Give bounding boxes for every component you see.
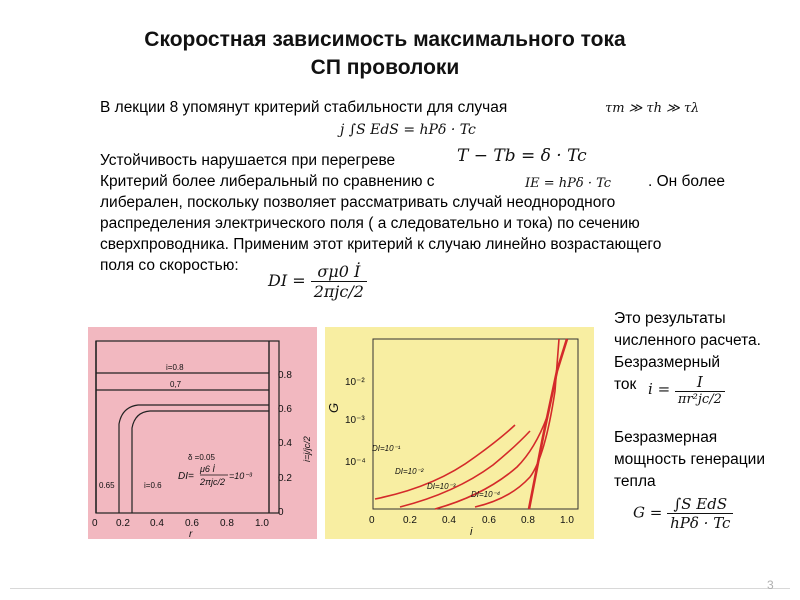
plot-left-annotation-di-val: =10⁻³ — [229, 471, 253, 481]
plot-right-x-tick-5: 1.0 — [560, 515, 574, 526]
plot-left-x-tick-0: 0 — [92, 518, 98, 529]
paragraph-line-3a: Критерий более либеральный по сравнению с — [100, 173, 435, 190]
plot-left-x-tick-1: 0.2 — [116, 518, 130, 529]
plot-left-x-tick-4: 0.8 — [220, 518, 234, 529]
slide-title — [100, 26, 670, 82]
di-formula — [268, 262, 367, 301]
right-text-line-3: Безразмерный — [614, 354, 720, 371]
paragraph-line-1: В лекции 8 упомянут критерий стабильности для случая — [100, 99, 508, 116]
ie-formula: IE = hPδ · Tc — [525, 176, 612, 191]
g-formula-num: ∫S EdS — [667, 495, 733, 514]
plot-left-y-tick-4: 0.8 — [278, 370, 292, 381]
plot-right-x-label: i — [470, 526, 473, 538]
g-formula-den: hPδ · Tc — [670, 514, 731, 532]
paragraph-line-7: поля со скоростью: — [100, 257, 239, 274]
right-text-line-6: мощность генерации — [614, 451, 765, 468]
paragraph-line-6: сверхпроводника. Применим этот критерий к случаю линейно возрастающего — [100, 236, 662, 253]
footer-divider — [10, 588, 790, 589]
plot-left-label-07: 0,7 — [170, 380, 182, 389]
plot-left-x-tick-5: 1.0 — [255, 518, 269, 529]
plot-left-x-label: r — [189, 529, 193, 539]
title-line-2: СП проволоки — [310, 56, 460, 79]
page-number: 3 — [767, 578, 774, 592]
g-formula-lhs: G = — [633, 503, 663, 522]
di-formula-num: σμ0 İ — [311, 262, 367, 282]
right-text-line-4: ток — [614, 376, 637, 393]
paragraph-line-4: либерален, поскольку позволяет рассматривать случай неоднородного — [100, 194, 616, 211]
plot-right-label-di-1: DI=10⁻¹ — [372, 444, 401, 453]
plot-current-vs-radius — [88, 327, 317, 539]
i-formula-lhs: i = — [648, 380, 671, 398]
plot-left-label-08: i=0.8 — [166, 363, 184, 372]
paragraph-line-2: Устойчивость нарушается при перегреве — [100, 152, 396, 169]
plot-left-x-tick-3: 0.6 — [185, 518, 199, 529]
integral-formula: j ∫S EdS = hPδ · Tc — [340, 122, 476, 138]
plot-right-y-tick-2: 10⁻⁴ — [345, 457, 366, 468]
paragraph-line-5: распределения электрического поля ( а следовательно и тока) по сечению — [100, 215, 640, 232]
g-formula — [633, 495, 733, 532]
plot-right-label-di-2: DI=10⁻² — [395, 467, 424, 476]
right-text-line-2: численного расчета. — [614, 332, 761, 349]
plot-left-annotation-delta: δ =0.05 — [188, 453, 215, 462]
plot-right-x-tick-0: 0 — [369, 515, 375, 526]
di-formula-lhs: DI = — [268, 271, 306, 290]
plot-right-x-tick-3: 0.6 — [482, 515, 496, 526]
plot-right-label-di-4: DI=10⁻⁴ — [471, 490, 501, 499]
plot-left-y-label: i=j/jc/2 — [302, 436, 312, 462]
di-formula-fraction — [311, 262, 367, 301]
di-formula-den: 2πjc/2 — [313, 282, 364, 301]
plot-right-y-tick-0: 10⁻² — [345, 377, 365, 388]
plot-right-y-label: G — [326, 402, 341, 413]
plot-left-x-tick-2: 0.4 — [150, 518, 164, 529]
overheat-formula: T − Tb = δ · Tc — [457, 146, 587, 166]
paragraph-line-3b: . Он более — [648, 173, 725, 190]
plot-left-annotation-di-num: μ6 İ — [200, 464, 215, 474]
plot-power-vs-current — [325, 327, 594, 539]
plot-left-annotation-di: DI= — [178, 471, 194, 482]
right-text-line-1: Это результаты — [614, 310, 726, 327]
plot-right-label-di-3: DI=10⁻³ — [427, 482, 456, 491]
plot-left-annotation-di-den: 2πjc/2 — [200, 477, 226, 487]
title-line-1: Скоростная зависимость максимального тока — [144, 28, 626, 51]
right-text-line-7: тепла — [614, 473, 656, 490]
plot-right-x-tick-1: 0.2 — [403, 515, 417, 526]
plot-right-y-tick-1: 10⁻³ — [345, 415, 365, 426]
plot-left-y-tick-3: 0.6 — [278, 404, 292, 415]
i-formula-fraction — [675, 373, 725, 407]
right-text-line-5: Безразмерная — [614, 429, 718, 446]
plot-left-y-tick-1: 0.2 — [278, 473, 292, 484]
plot-left-y-tick-0: 0 — [278, 507, 284, 518]
i-formula-den: πr²jc/2 — [677, 392, 722, 407]
i-formula-num: I — [675, 373, 725, 392]
plot-left-label-065: 0.65 — [99, 481, 115, 490]
g-formula-fraction — [667, 495, 733, 532]
plot-right-x-tick-4: 0.8 — [521, 515, 535, 526]
i-formula — [648, 373, 725, 407]
plot-left-label-06: i=0.6 — [144, 481, 162, 490]
plot-right-x-tick-2: 0.4 — [442, 515, 456, 526]
plot-left-y-tick-2: 0.4 — [278, 438, 292, 449]
plot-right-background — [325, 327, 594, 539]
tau-formula: τm ≫ τh ≫ τλ — [605, 101, 700, 116]
